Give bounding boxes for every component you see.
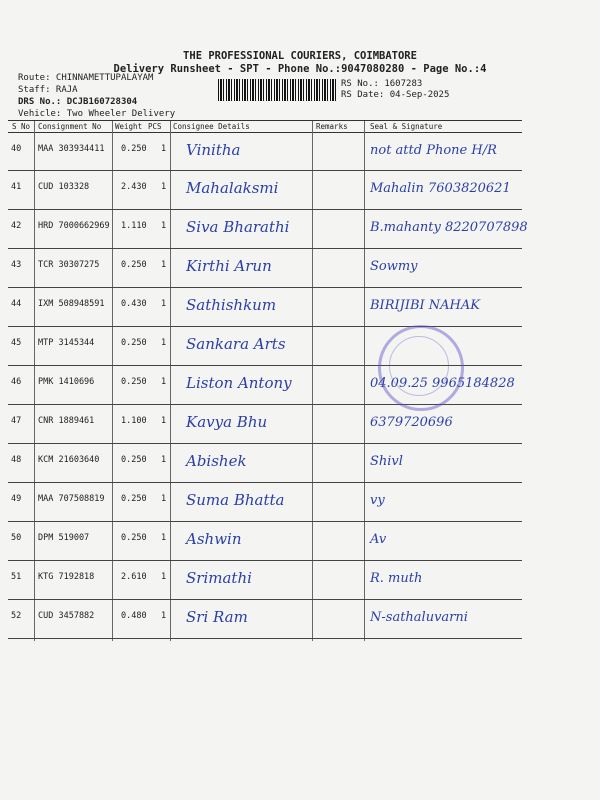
table-row bbox=[8, 444, 522, 483]
serial-number: 48 bbox=[11, 455, 22, 465]
consignment-number: CNR 1889461 bbox=[38, 416, 95, 426]
col-header-consignee: Consignee Details bbox=[173, 122, 250, 131]
pieces-count: 1 bbox=[161, 611, 167, 621]
weight-value: 2.430 bbox=[121, 182, 147, 192]
signature-handwriting: 6379720696 bbox=[370, 415, 453, 430]
signature-handwriting: B.mahanty 8220707898 bbox=[370, 220, 528, 235]
consignee-handwriting: Suma Bhatta bbox=[186, 491, 285, 509]
serial-number: 47 bbox=[11, 416, 22, 426]
col-header-sno: S No bbox=[12, 122, 31, 131]
consignment-number: CUD 3457882 bbox=[38, 611, 95, 621]
consignment-number: CUD 103328 bbox=[38, 182, 90, 192]
company-title: THE PROFESSIONAL COURIERS, COIMBATORE bbox=[183, 50, 417, 62]
serial-number: 41 bbox=[11, 182, 22, 192]
table-row bbox=[8, 600, 522, 639]
consignee-handwriting: Vinitha bbox=[186, 141, 241, 159]
consignment-number: HRD 7000662969 bbox=[38, 221, 110, 231]
signature-handwriting: Mahalin 7603820621 bbox=[370, 181, 511, 196]
pieces-count: 1 bbox=[161, 221, 167, 231]
pieces-count: 1 bbox=[161, 338, 167, 348]
table-row bbox=[8, 483, 522, 522]
signature-handwriting: R. muth bbox=[370, 571, 423, 586]
serial-number: 50 bbox=[11, 533, 22, 543]
weight-value: 2.610 bbox=[121, 572, 147, 582]
consignment-number: IXM 508948591 bbox=[38, 299, 105, 309]
table-row bbox=[8, 405, 522, 444]
signature-handwriting: Shivl bbox=[370, 454, 403, 469]
table-row bbox=[8, 210, 528, 249]
weight-value: 0.430 bbox=[121, 299, 147, 309]
signature-handwriting: Sowmy bbox=[370, 259, 418, 274]
pieces-count: 1 bbox=[161, 416, 167, 426]
consignee-handwriting: Kirthi Arun bbox=[186, 257, 272, 275]
consignment-number: DPM 519007 bbox=[38, 533, 90, 543]
consignment-number: MAA 707508819 bbox=[38, 494, 105, 504]
weight-value: 0.250 bbox=[121, 144, 147, 154]
weight-value: 0.250 bbox=[121, 338, 147, 348]
consignment-number: PMK 1410696 bbox=[38, 377, 95, 387]
weight-value: 0.250 bbox=[121, 377, 147, 387]
pieces-count: 1 bbox=[161, 572, 167, 582]
runsheet-title: Delivery Runsheet - SPT - Phone No.:9047080280 - Page No.:4 bbox=[113, 63, 487, 75]
consignee-handwriting: Liston Antony bbox=[186, 374, 292, 392]
rs-number: RS No.: 1607283 bbox=[341, 79, 423, 89]
serial-number: 46 bbox=[11, 377, 22, 387]
col-header-consignment: Consignment No bbox=[38, 122, 102, 131]
consignment-number: KTG 7192818 bbox=[38, 572, 95, 582]
weight-value: 1.110 bbox=[121, 221, 147, 231]
consignee-handwriting: Mahalaksmi bbox=[186, 179, 279, 197]
weight-value: 0.250 bbox=[121, 533, 147, 543]
consignee-handwriting: Siva Bharathi bbox=[186, 218, 290, 236]
signature-handwriting: Av bbox=[370, 532, 387, 547]
signature-handwriting: N-sathaluvarni bbox=[370, 610, 468, 625]
row-divider bbox=[8, 638, 522, 639]
col-header-weight: Weight bbox=[115, 122, 143, 131]
consignment-number: TCR 30307275 bbox=[38, 260, 100, 270]
weight-value: 0.250 bbox=[121, 260, 147, 270]
pieces-count: 1 bbox=[161, 260, 167, 270]
courier-seal-stamp bbox=[378, 325, 464, 411]
serial-number: 44 bbox=[11, 299, 22, 309]
table-row bbox=[8, 133, 522, 171]
weight-value: 0.250 bbox=[121, 455, 147, 465]
serial-number: 49 bbox=[11, 494, 22, 504]
signature-handwriting: BIRIJIBI NAHAK bbox=[370, 298, 480, 313]
serial-number: 40 bbox=[11, 144, 22, 154]
consignment-number: KCM 21603640 bbox=[38, 455, 100, 465]
pieces-count: 1 bbox=[161, 182, 167, 192]
consignee-handwriting: Sri Ram bbox=[186, 608, 248, 626]
header-top-rule bbox=[8, 120, 522, 121]
table-row bbox=[8, 171, 522, 210]
col-header-remarks: Remarks bbox=[316, 122, 348, 131]
pieces-count: 1 bbox=[161, 455, 167, 465]
consignment-number: MAA 303934411 bbox=[38, 144, 105, 154]
signature-handwriting: 04.09.25 9965184828 bbox=[370, 376, 515, 391]
pieces-count: 1 bbox=[161, 533, 167, 543]
route-label: Route: CHINNAMETTUPALAYAM bbox=[18, 73, 154, 83]
rs-date: RS Date: 04-Sep-2025 bbox=[341, 90, 450, 100]
table-row bbox=[8, 522, 522, 561]
weight-value: 0.250 bbox=[121, 494, 147, 504]
signature-handwriting: not attd Phone H/R bbox=[370, 143, 497, 158]
pieces-count: 1 bbox=[161, 494, 167, 504]
table-row bbox=[8, 288, 522, 327]
col-header-pcs: PCS bbox=[148, 122, 162, 131]
consignee-handwriting: Kavya Bhu bbox=[186, 413, 268, 431]
weight-value: 1.100 bbox=[121, 416, 147, 426]
vehicle-label: Vehicle: Two Wheeler Delivery bbox=[18, 109, 176, 119]
consignee-handwriting: Ashwin bbox=[186, 530, 242, 548]
pieces-count: 1 bbox=[161, 144, 167, 154]
table-row bbox=[8, 561, 522, 600]
table-row bbox=[8, 249, 522, 288]
barcode bbox=[218, 79, 336, 101]
consignee-handwriting: Sathishkum bbox=[186, 296, 277, 314]
serial-number: 45 bbox=[11, 338, 22, 348]
serial-number: 43 bbox=[11, 260, 22, 270]
col-header-seal: Seal & Signature bbox=[370, 122, 443, 131]
signature-handwriting: vy bbox=[370, 493, 385, 508]
consignee-handwriting: Abishek bbox=[186, 452, 247, 470]
staff-label: Staff: RAJA bbox=[18, 85, 78, 95]
consignment-number: MTP 3145344 bbox=[38, 338, 95, 348]
consignee-handwriting: Srimathi bbox=[186, 569, 252, 587]
serial-number: 51 bbox=[11, 572, 22, 582]
drs-label: DRS No.: DCJB160728304 bbox=[18, 97, 138, 107]
pieces-count: 1 bbox=[161, 299, 167, 309]
serial-number: 42 bbox=[11, 221, 22, 231]
consignee-handwriting: Sankara Arts bbox=[186, 335, 286, 353]
weight-value: 0.480 bbox=[121, 611, 147, 621]
pieces-count: 1 bbox=[161, 377, 167, 387]
serial-number: 52 bbox=[11, 611, 22, 621]
